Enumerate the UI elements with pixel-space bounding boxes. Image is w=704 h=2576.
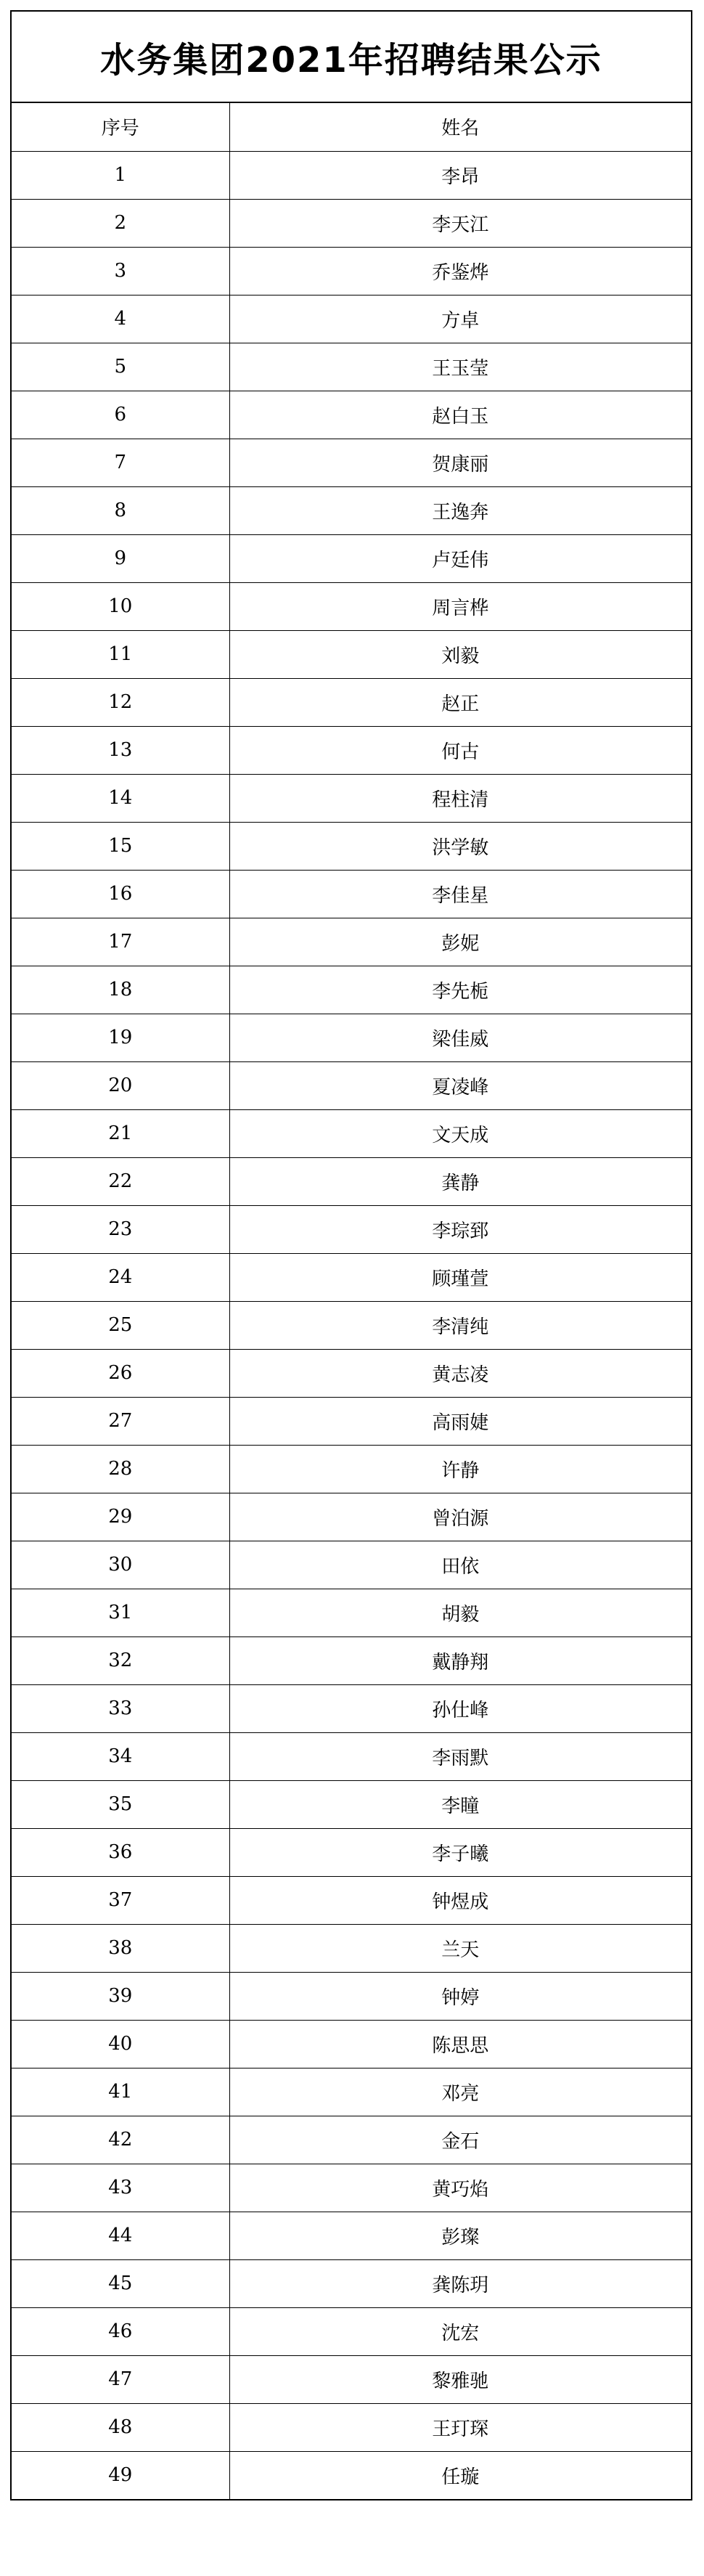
serial-number-cell: 23: [12, 1205, 229, 1253]
serial-number-cell: 7: [12, 439, 229, 486]
table-row: [12, 582, 691, 630]
name-cell: 龚静: [229, 1157, 691, 1205]
name-cell: 李瞳: [229, 1780, 691, 1828]
name-cell: 李雨默: [229, 1732, 691, 1780]
table-row: [12, 2068, 691, 2116]
serial-number-cell: 39: [12, 1972, 229, 2020]
name-cell: 程柱清: [229, 774, 691, 822]
serial-number-cell: 33: [12, 1684, 229, 1732]
name-cell: 钟煜成: [229, 1876, 691, 1924]
serial-number-cell: 34: [12, 1732, 229, 1780]
name-cell: 陈思思: [229, 2020, 691, 2068]
header-serial-number: 序号: [12, 103, 229, 151]
name-cell: 戴静翔: [229, 1637, 691, 1684]
serial-number-cell: 11: [12, 630, 229, 678]
name-cell: 王逸奔: [229, 486, 691, 534]
table-row: [12, 534, 691, 582]
name-cell: 洪学敏: [229, 822, 691, 870]
serial-number-cell: 18: [12, 966, 229, 1014]
table-row: [12, 1732, 691, 1780]
table-row: [12, 1445, 691, 1493]
serial-number-cell: 8: [12, 486, 229, 534]
name-cell: 贺康丽: [229, 439, 691, 486]
table-row: [12, 1972, 691, 2020]
serial-number-cell: 12: [12, 678, 229, 726]
table-row: [12, 343, 691, 391]
serial-number-cell: 47: [12, 2355, 229, 2403]
name-cell: 黄巧焰: [229, 2164, 691, 2212]
name-cell: 许静: [229, 1445, 691, 1493]
name-cell: 李佳星: [229, 870, 691, 918]
name-cell: 刘毅: [229, 630, 691, 678]
name-cell: 顾瑾萱: [229, 1253, 691, 1301]
name-cell: 王玉莹: [229, 343, 691, 391]
name-cell: 龚陈玥: [229, 2259, 691, 2307]
name-cell: 邓亮: [229, 2068, 691, 2116]
serial-number-cell: 2: [12, 199, 229, 247]
table-row: [12, 678, 691, 726]
table-header-row: [12, 103, 691, 151]
table-row: [12, 247, 691, 295]
serial-number-cell: 38: [12, 1924, 229, 1972]
table-row: [12, 1684, 691, 1732]
table-row: [12, 1876, 691, 1924]
serial-number-cell: 9: [12, 534, 229, 582]
serial-number-cell: 48: [12, 2403, 229, 2451]
name-cell: 兰天: [229, 1924, 691, 1972]
serial-number-cell: 49: [12, 2451, 229, 2499]
serial-number-cell: 44: [12, 2212, 229, 2259]
name-cell: 黄志凌: [229, 1349, 691, 1397]
table-row: [12, 1349, 691, 1397]
name-cell: 李先栀: [229, 966, 691, 1014]
table-row: [12, 1828, 691, 1876]
table-row: [12, 151, 691, 199]
serial-number-cell: 14: [12, 774, 229, 822]
serial-number-cell: 25: [12, 1301, 229, 1349]
table-row: [12, 486, 691, 534]
serial-number-cell: 31: [12, 1589, 229, 1637]
serial-number-cell: 27: [12, 1397, 229, 1445]
name-cell: 何古: [229, 726, 691, 774]
table-row: [12, 918, 691, 966]
table-row: [12, 1397, 691, 1445]
serial-number-cell: 28: [12, 1445, 229, 1493]
name-cell: 夏凌峰: [229, 1061, 691, 1109]
table-row: [12, 2403, 691, 2451]
name-cell: 王玎琛: [229, 2403, 691, 2451]
serial-number-cell: 46: [12, 2307, 229, 2355]
table-row: [12, 2020, 691, 2068]
table-row: [12, 2307, 691, 2355]
table-row: [12, 1253, 691, 1301]
serial-number-cell: 37: [12, 1876, 229, 1924]
table-row: [12, 439, 691, 486]
table-row: [12, 726, 691, 774]
serial-number-cell: 20: [12, 1061, 229, 1109]
table-row: [12, 630, 691, 678]
name-cell: 李清纯: [229, 1301, 691, 1349]
serial-number-cell: 16: [12, 870, 229, 918]
name-cell: 钟婷: [229, 1972, 691, 2020]
name-cell: 高雨婕: [229, 1397, 691, 1445]
serial-number-cell: 17: [12, 918, 229, 966]
table-row: [12, 199, 691, 247]
serial-number-cell: 40: [12, 2020, 229, 2068]
name-cell: 乔鉴烨: [229, 247, 691, 295]
name-cell: 李昂: [229, 151, 691, 199]
table-row: [12, 870, 691, 918]
table-row: [12, 1301, 691, 1349]
table-row: [12, 2259, 691, 2307]
name-cell: 孙仕峰: [229, 1684, 691, 1732]
table-row: [12, 1014, 691, 1061]
serial-number-cell: 13: [12, 726, 229, 774]
serial-number-cell: 3: [12, 247, 229, 295]
serial-number-cell: 32: [12, 1637, 229, 1684]
serial-number-cell: 43: [12, 2164, 229, 2212]
name-cell: 曾泊源: [229, 1493, 691, 1541]
name-cell: 田依: [229, 1541, 691, 1589]
table-row: [12, 1061, 691, 1109]
results-document: [10, 10, 692, 2500]
serial-number-cell: 15: [12, 822, 229, 870]
serial-number-cell: 26: [12, 1349, 229, 1397]
table-row: [12, 1780, 691, 1828]
name-cell: 彭璨: [229, 2212, 691, 2259]
name-cell: 黎雅驰: [229, 2355, 691, 2403]
serial-number-cell: 19: [12, 1014, 229, 1061]
table-row: [12, 1493, 691, 1541]
serial-number-cell: 6: [12, 391, 229, 439]
results-table: [12, 103, 691, 2499]
name-cell: 李天江: [229, 199, 691, 247]
serial-number-cell: 22: [12, 1157, 229, 1205]
serial-number-cell: 21: [12, 1109, 229, 1157]
name-cell: 李子曦: [229, 1828, 691, 1876]
table-row: [12, 2164, 691, 2212]
table-row: [12, 966, 691, 1014]
table-row: [12, 1157, 691, 1205]
table-row: [12, 1637, 691, 1684]
table-row: [12, 1924, 691, 1972]
serial-number-cell: 4: [12, 295, 229, 343]
table-row: [12, 2355, 691, 2403]
name-cell: 胡毅: [229, 1589, 691, 1637]
table-row: [12, 1205, 691, 1253]
table-row: [12, 1541, 691, 1589]
name-cell: 方卓: [229, 295, 691, 343]
serial-number-cell: 10: [12, 582, 229, 630]
name-cell: 彭妮: [229, 918, 691, 966]
serial-number-cell: 5: [12, 343, 229, 391]
name-cell: 赵白玉: [229, 391, 691, 439]
name-cell: 赵正: [229, 678, 691, 726]
table-row: [12, 1109, 691, 1157]
table-row: [12, 822, 691, 870]
name-cell: 金石: [229, 2116, 691, 2164]
table-row: [12, 774, 691, 822]
serial-number-cell: 30: [12, 1541, 229, 1589]
serial-number-cell: 45: [12, 2259, 229, 2307]
serial-number-cell: 35: [12, 1780, 229, 1828]
serial-number-cell: 41: [12, 2068, 229, 2116]
table-row: [12, 295, 691, 343]
name-cell: 文天成: [229, 1109, 691, 1157]
table-row: [12, 391, 691, 439]
table-row: [12, 2212, 691, 2259]
name-cell: 周言桦: [229, 582, 691, 630]
serial-number-cell: 24: [12, 1253, 229, 1301]
table-row: [12, 2451, 691, 2499]
document-title: 水务集团2021年招聘结果公示: [12, 12, 691, 103]
serial-number-cell: 29: [12, 1493, 229, 1541]
table-row: [12, 1589, 691, 1637]
name-cell: 李琮郅: [229, 1205, 691, 1253]
serial-number-cell: 42: [12, 2116, 229, 2164]
header-name: 姓名: [229, 103, 691, 151]
name-cell: 梁佳威: [229, 1014, 691, 1061]
serial-number-cell: 36: [12, 1828, 229, 1876]
name-cell: 任璇: [229, 2451, 691, 2499]
table-row: [12, 2116, 691, 2164]
serial-number-cell: 1: [12, 151, 229, 199]
name-cell: 卢廷伟: [229, 534, 691, 582]
table-body: [12, 151, 691, 2499]
name-cell: 沈宏: [229, 2307, 691, 2355]
